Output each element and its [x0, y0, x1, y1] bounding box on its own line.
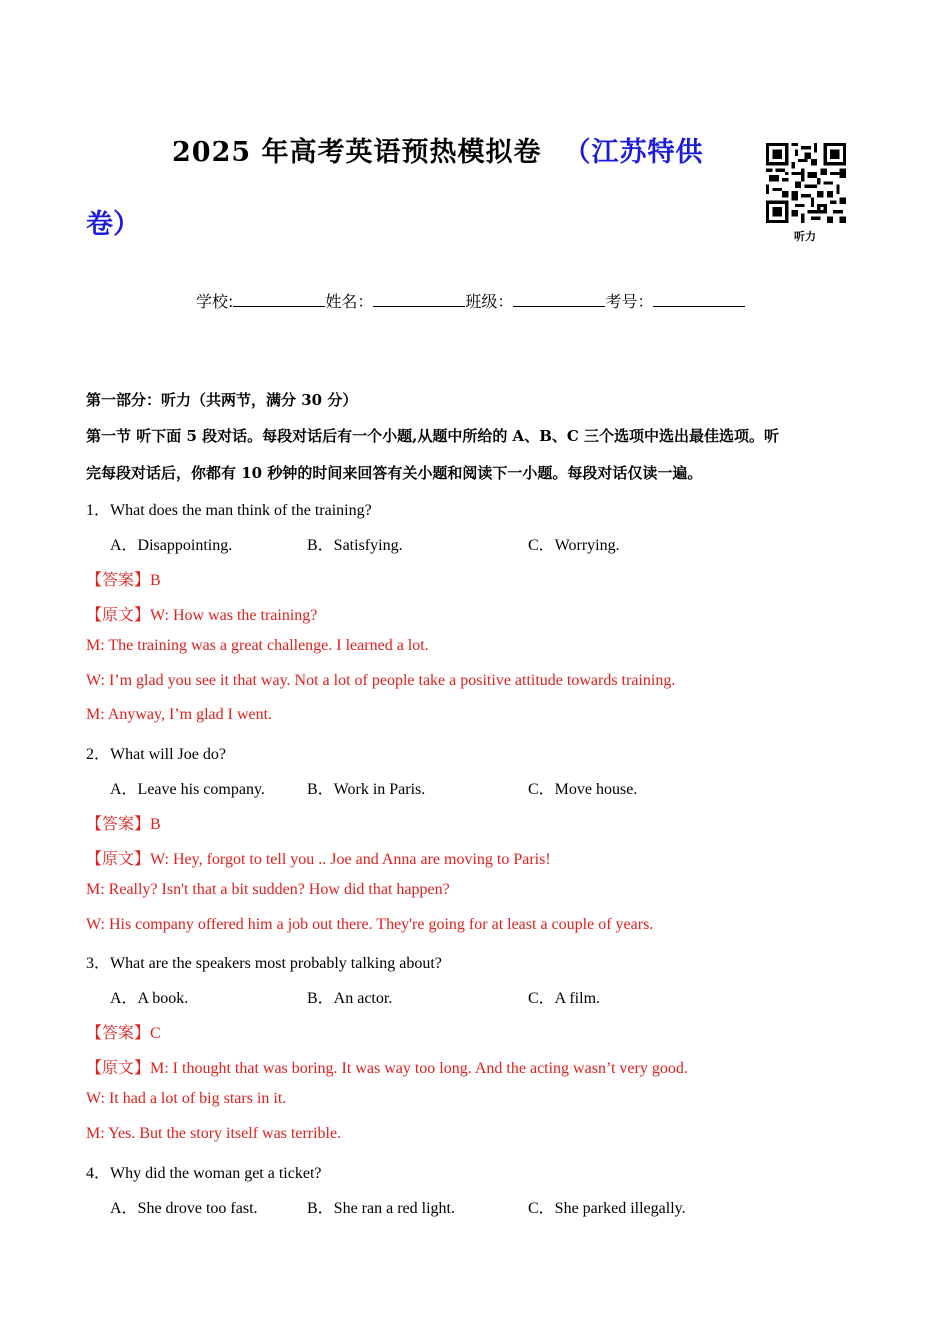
name-blank[interactable]	[373, 293, 465, 307]
class-blank[interactable]	[513, 293, 605, 307]
school-blank[interactable]	[233, 293, 325, 307]
option-c[interactable]: C．She parked illegally.	[528, 1200, 686, 1217]
option-c[interactable]: C．Worrying.	[528, 537, 620, 554]
transcript-line: 【原文】M: I thought that was boring. It was way too long. And the acting wasn’t very good.	[86, 1060, 688, 1077]
transcript-line: W: I’m glad you see it that way. Not a lot of people take a positive attitude towards training.	[86, 672, 676, 689]
transcript-line: W: His company offered him a job out there. They're going for at least a couple of years.	[86, 916, 654, 933]
transcript-line: 【原文】W: How was the training?	[86, 607, 318, 624]
question-stem-4: 4．Why did the woman get a ticket?	[86, 1165, 322, 1182]
transcript-line: M: Anyway, I’m glad I went.	[86, 706, 273, 723]
option-a[interactable]: A．Disappointing.	[110, 537, 233, 554]
title-highlight-continued: 卷）	[86, 209, 140, 240]
exam-number-blank[interactable]	[653, 293, 745, 307]
school-label: 学校:	[196, 292, 234, 311]
student-info-fields	[196, 289, 745, 312]
option-a[interactable]: A．Leave his company.	[110, 781, 265, 798]
answer-1: 【答案】B	[86, 572, 161, 589]
option-b[interactable]: B．Work in Paris.	[307, 781, 426, 798]
option-a[interactable]: A．A book.	[110, 990, 189, 1007]
part-heading: 第一部分：听力（共两节，满分 30 分）	[86, 391, 358, 409]
qr-label: 听力	[794, 230, 816, 243]
question-stem-1: 1．What does the man think of the training?	[86, 502, 372, 519]
option-b[interactable]: B．An actor.	[307, 990, 393, 1007]
qr-code-icon[interactable]	[766, 143, 846, 223]
option-a[interactable]: A．She drove too fast.	[110, 1200, 258, 1217]
section-instructions-line-1: 第一节 听下面 5 段对话。每段对话后有一个小题,从题中所给的 A、B、C 三个选项中选出最佳选项。听	[86, 427, 780, 445]
title-main: 2025 年高考英语预热模拟卷	[172, 137, 542, 168]
name-label: 姓名：	[325, 292, 374, 311]
transcript-line: W: It had a lot of big stars in it.	[86, 1090, 287, 1107]
option-c[interactable]: C．A film.	[528, 990, 601, 1007]
question-stem-3: 3．What are the speakers most probably talking about?	[86, 955, 442, 972]
exam-number-label: 考号：	[605, 292, 654, 311]
option-b[interactable]: B．Satisfying.	[307, 537, 403, 554]
transcript-line: M: The training was a great challenge. I learned a lot.	[86, 637, 429, 654]
class-label: 班级：	[465, 292, 514, 311]
transcript-line: M: Really? Isn't that a bit sudden? How did that happen?	[86, 881, 450, 898]
option-b[interactable]: B．She ran a red light.	[307, 1200, 455, 1217]
answer-3: 【答案】C	[86, 1025, 161, 1042]
question-stem-2: 2．What will Joe do?	[86, 746, 226, 763]
option-c[interactable]: C．Move house.	[528, 781, 638, 798]
section-instructions-line-2: 完每段对话后，你都有 10 秒钟的时间来回答有关小题和阅读下一小题。每段对话仅读一遍。	[86, 464, 703, 482]
transcript-line: 【原文】W: Hey, forgot to tell you .. Joe and Anna are moving to Paris!	[86, 851, 551, 868]
title-highlight: （江苏特供	[563, 137, 704, 168]
transcript-line: M: Yes. But the story itself was terrible.	[86, 1125, 342, 1142]
answer-2: 【答案】B	[86, 816, 161, 833]
page-title	[172, 130, 704, 169]
